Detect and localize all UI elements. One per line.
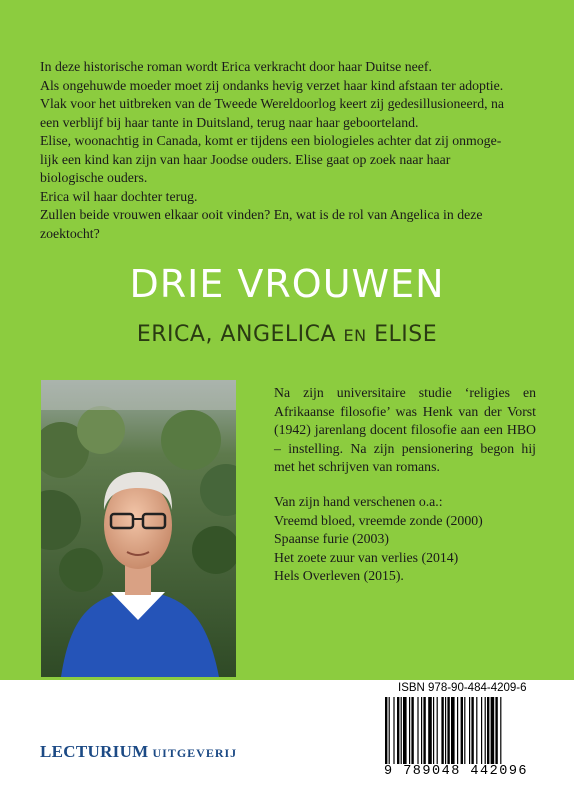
- isbn-label: ISBN 978-90-484-4209-6: [398, 682, 527, 694]
- book-list-item: Vreemd bloed, vreemde zonde (2000): [274, 512, 483, 528]
- book-list: [274, 493, 536, 586]
- blurb-line: Erica wil haar dochter terug.: [40, 188, 198, 204]
- subtitle-names: ERICA, ANGELICA: [136, 322, 337, 347]
- book-list-item: Hels Overleven (2015).: [274, 568, 404, 583]
- author-photo: [41, 380, 236, 677]
- blurb-line: Zullen beide vrouwen elkaar ooit vinden? En, wat is de rol van Angelica in deze zoektocht?: [40, 207, 483, 241]
- book-title: DRIE VROUWEN: [129, 262, 445, 306]
- subtitle-last-name: ELISE: [374, 322, 438, 347]
- book-list-item: Spaanse furie (2003): [274, 531, 389, 546]
- book-list-intro: Van zijn hand verschenen o.a.:: [274, 494, 443, 509]
- ean-digits: 9 789048 442096: [384, 764, 529, 779]
- barcode: [385, 697, 533, 764]
- publisher-name: LECTURIUM: [40, 742, 149, 761]
- blurb-line: In deze historische roman wordt Erica verkracht door haar Duitse neef.: [40, 59, 432, 74]
- blurb-line: Vlak voor het uitbreken van de Tweede Wereldoorlog keert zij gedesillusioneerd, na een verblijf bij haar tante in Duitsland, terug naar haar geboorteland.: [40, 96, 505, 130]
- publisher-logo: [40, 742, 237, 762]
- book-blurb: [40, 58, 512, 243]
- author-bio: [274, 384, 536, 477]
- blurb-line: Als ongehuwde moeder moet zij ondanks hevig verzet haar kind afstaan ter adoptie.: [40, 77, 504, 93]
- publisher-sub: UITGEVERIJ: [152, 746, 238, 760]
- book-list-item: Het zoete zuur van verlies (2014): [274, 549, 459, 565]
- book-subtitle: [0, 322, 574, 347]
- bio-text: Na zijn universitaire studie ‘religies en Afrikaanse filosofie’ was Henk van der Vorst (1942) jarenlang docent filosofie aan een HBO – instelling. Na zijn pensionering begon hij met het schrijven van romans.: [274, 385, 536, 474]
- subtitle-conjunction: EN: [343, 326, 367, 345]
- blurb-line: Elise, woonachtig in Canada, komt er tijdens een biologieles achter dat zij onmoge-lijk een kind kan zijn van haar Joodse ouders. Elise gaat op zoek naar haar biologische ouders.: [40, 133, 502, 185]
